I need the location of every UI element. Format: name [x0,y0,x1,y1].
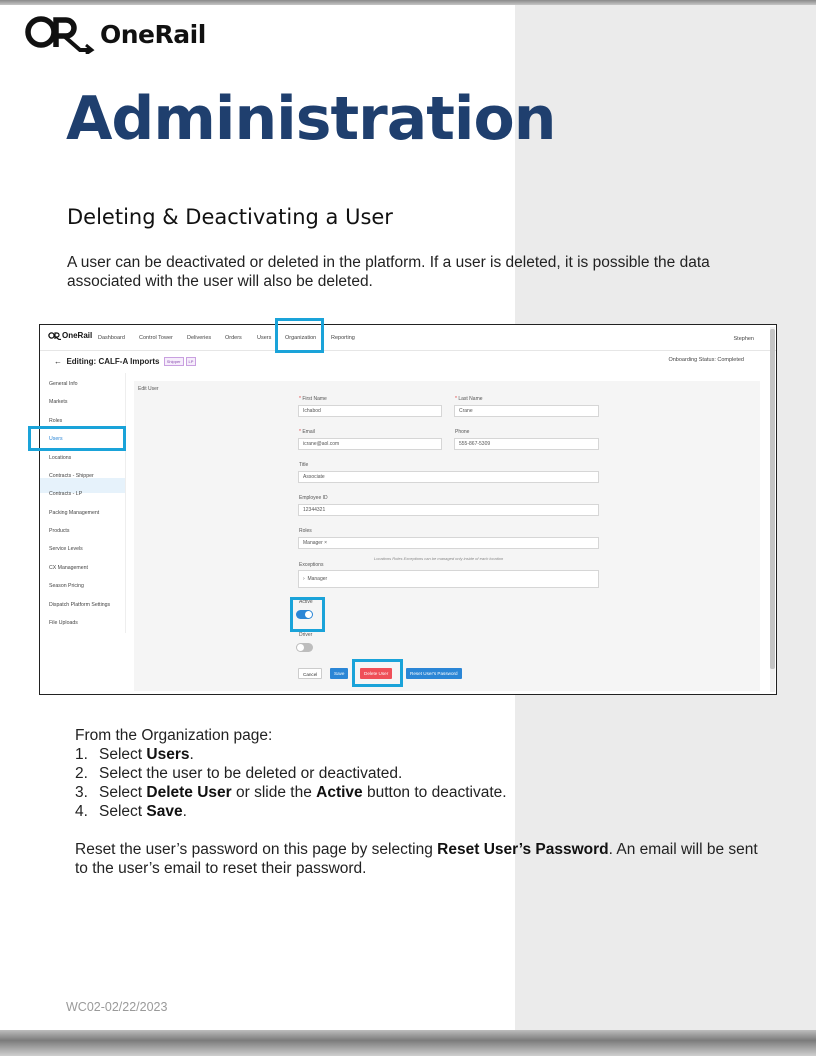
tag-shipper: Shipper [164,357,184,366]
scrollbar-thumb[interactable] [770,329,775,669]
sidebar-item-roles[interactable]: Roles [49,418,63,424]
nav-organization[interactable]: Organization [285,335,317,341]
app-top-nav [40,325,776,351]
employee-id-label: Employee ID [299,495,328,501]
sidebar-item-contracts-shipper[interactable]: Contracts - Shipper [49,473,94,479]
sidebar-item-general-info[interactable]: General Info [49,381,78,387]
logo-text: OneRail [100,19,206,49]
section-subtitle: Deleting & Deactivating a User [67,205,393,229]
save-button[interactable]: Save [330,668,348,679]
highlight-users [28,426,126,451]
panel-label: Edit User [138,386,159,392]
last-name-input[interactable]: Crane [454,405,599,417]
back-arrow-icon[interactable]: ← [54,357,62,366]
user-menu[interactable]: Stephen [733,336,754,342]
document-footer: WC02-02/22/2023 [66,1000,168,1014]
active-label: Active [299,599,313,605]
employee-id-input[interactable]: 12344321 [298,504,599,516]
highlight-active-toggle [290,597,325,632]
sidebar-item-markets[interactable]: Markets [49,399,68,405]
highlight-organization [275,318,324,353]
cancel-button[interactable]: Cancel [298,668,322,679]
last-name-label: * Last Name [455,396,483,402]
bottom-border [0,1030,816,1056]
roles-note: Locations Roles Exceptions can be managed only inside of each location [374,556,504,561]
intro-paragraph: A user can be deactivated or deleted in the platform. If a user is deleted, it is possible the data associated with the user will also be deleted. [67,254,710,290]
sidebar-item-cx-management[interactable]: CX Management [49,565,88,571]
title-label: Title [299,462,309,468]
sidebar-item-file-uploads[interactable]: File Uploads [49,620,78,626]
edit-title: Editing: CALF-A Imports [66,357,160,366]
first-name-input[interactable]: Ichabod [298,405,442,417]
edit-header [54,357,196,366]
nav-orders[interactable]: Orders [225,335,242,341]
sidebar-item-packing-management[interactable]: Packing Management [49,510,100,516]
exceptions-item[interactable]: › Manager [298,570,599,588]
sidebar-item-service-levels[interactable]: Service Levels [49,546,83,552]
app-logo-text: OneRail [62,331,93,340]
sidebar-item-products[interactable]: Products [49,528,70,534]
onerail-logo [24,14,206,54]
onboarding-status: Onboarding Status: Completed [668,357,744,363]
exceptions-label: Exceptions [299,562,324,568]
phone-input[interactable]: 555-867-5309 [454,438,599,450]
app-screenshot [39,324,777,695]
settings-sidebar [40,373,126,633]
email-input[interactable]: icrane@aol.com [298,438,442,450]
driver-label: Driver [299,632,313,638]
first-name-label: * First Name [299,396,327,402]
chevron-right-icon: › [303,576,305,582]
highlight-delete-user [352,659,403,687]
steps-lead: From the Organization page: [75,727,273,744]
nav-users[interactable]: Users [257,335,272,341]
top-border [0,0,816,5]
roles-label: Roles [299,528,312,534]
nav-dashboard[interactable]: Dashboard [98,335,125,341]
roles-input[interactable] [298,537,599,549]
edit-user-panel [134,381,760,691]
sidebar-item-contracts-lp[interactable]: Contracts - LP [49,491,83,497]
app-logo[interactable] [48,331,92,340]
role-chip-remove-icon[interactable]: × [324,540,328,546]
app-logo-icon [48,332,62,340]
nav-reporting[interactable]: Reporting [331,335,355,341]
phone-label: Phone [455,429,470,435]
reset-password-button[interactable]: Reset User's Password [406,668,462,679]
step-item: 3. Select Delete User or slide the Active button to deactivate. [75,784,507,801]
sidebar-item-locations[interactable]: Locations [49,455,72,461]
tag-lp: LP [186,357,197,366]
step-item: 1. Select Users. [75,746,194,763]
role-chip: Manager [303,540,323,546]
onerail-logo-icon [24,14,100,54]
driver-toggle[interactable] [296,643,313,652]
nav-control-tower[interactable]: Control Tower [139,335,173,341]
steps-list [75,745,765,821]
sidebar-item-users[interactable]: Users [49,436,63,442]
step-item: 2. Select the user to be deleted or deactivated. [75,765,403,782]
page-title: Administration [66,84,556,154]
step-item: 4. Select Save. [75,803,187,820]
title-input[interactable]: Associate [298,471,599,483]
nav-deliveries[interactable]: Deliveries [187,335,212,341]
sidebar-item-dispatch-platform-settings[interactable]: Dispatch Platform Settings [49,602,111,608]
sidebar-item-season-pricing[interactable]: Season Pricing [49,583,84,589]
steps-section [75,726,765,821]
reset-password-paragraph: Reset the user’s password on this page by selecting Reset User’s Password. An email will be sent to the user’s email to reset their password. [75,841,758,877]
delete-user-button[interactable]: Delete User [360,668,392,679]
email-label: * Email [299,429,315,435]
